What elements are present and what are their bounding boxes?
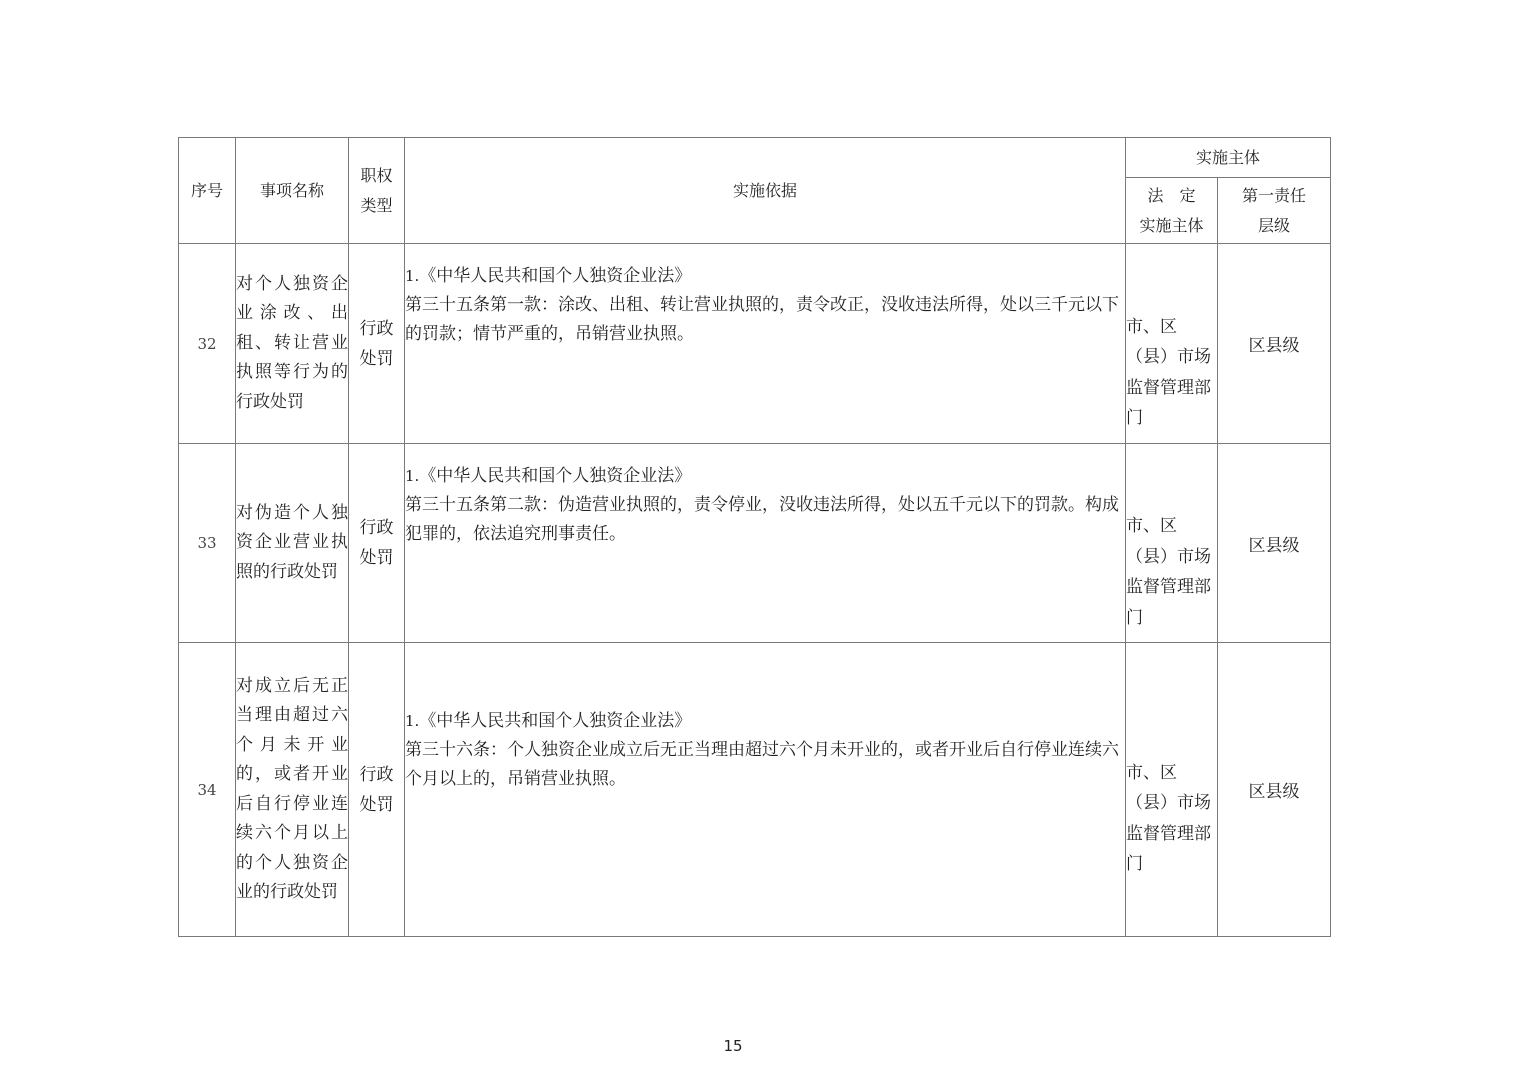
- law-title: 《中华人民共和国个人独资企业法》: [419, 466, 692, 486]
- row-basis-text: 第三十五条第二款：伪造营业执照的，责令停业，没收违法所得，处以五千元以下的罚款。构成犯罪的，依法追究刑事责任。: [405, 495, 1119, 544]
- authority-text: 市、区（县）市场监督管理部门: [1126, 316, 1211, 428]
- row-basis: [405, 643, 1126, 937]
- row-basis-text: 第三十六条：个人独资企业成立后无正当理由超过六个月未开业的，或者开业后自行停业连续六个月以上的，吊销营业执照。: [405, 740, 1119, 789]
- row-law-title: [405, 262, 1125, 291]
- row-type-line2: 处罚: [359, 794, 394, 815]
- table-row: [179, 444, 1331, 643]
- row-legal-authority: [1126, 244, 1218, 444]
- law-title: 《中华人民共和国个人独资企业法》: [419, 266, 692, 286]
- row-basis: [405, 244, 1126, 444]
- table-row: [179, 643, 1331, 937]
- header-legal-line1: 法 定: [1147, 185, 1196, 205]
- row-basis: [405, 444, 1126, 643]
- row-power-type: [349, 444, 405, 643]
- row-item-name: 对个人独资企业涂改、出租、转让营业执照等行为的行政处罚: [236, 244, 349, 444]
- row-type-line1: 行政: [359, 318, 394, 339]
- row-legal-authority: [1126, 643, 1218, 937]
- row-law-title: [405, 462, 1125, 491]
- row-type-line1: 行政: [359, 518, 394, 538]
- row-level: 区县级: [1218, 244, 1331, 444]
- header-legal-subject: [1126, 178, 1218, 244]
- table-row: [179, 244, 1331, 444]
- row-law-title: [405, 707, 1125, 736]
- row-level: 区县级: [1218, 643, 1331, 937]
- row-power-type: [349, 643, 405, 937]
- page-number: 15: [723, 1037, 743, 1055]
- row-type-line2: 处罚: [359, 348, 394, 369]
- law-number: 1.: [405, 267, 420, 285]
- header-basis: 实施依据: [405, 138, 1126, 244]
- header-legal-line2: 实施主体: [1139, 215, 1204, 235]
- row-seq: 34: [179, 643, 236, 937]
- table-header: [179, 138, 1331, 244]
- row-type-line1: 行政: [359, 764, 394, 785]
- enforcement-items-table: [178, 137, 1331, 937]
- authority-text: 市、区（县）市场监督管理部门: [1126, 762, 1211, 874]
- header-subject-group: 实施主体: [1126, 138, 1331, 178]
- header-seq: 序号: [179, 138, 236, 244]
- header-responsibility-level: [1218, 178, 1331, 244]
- row-seq: 33: [179, 444, 236, 643]
- law-number: 1.: [405, 712, 420, 730]
- header-type-line2: 类型: [360, 195, 393, 215]
- law-number: 1.: [405, 467, 420, 485]
- header-type: [349, 138, 405, 244]
- header-type-line1: 职权: [360, 165, 393, 185]
- row-level: 区县级: [1218, 444, 1331, 643]
- law-title: 《中华人民共和国个人独资企业法》: [419, 711, 692, 731]
- row-basis-text: 第三十五条第一款：涂改、出租、转让营业执照的，责令改正，没收违法所得，处以三千元以下的罚款；情节严重的，吊销营业执照。: [405, 295, 1119, 344]
- authority-text: 市、区（县）市场监督管理部门: [1126, 516, 1211, 628]
- row-power-type: [349, 244, 405, 444]
- header-level-line2: 层级: [1258, 215, 1291, 235]
- row-item-name: 对伪造个人独资企业营业执照的行政处罚: [236, 444, 349, 643]
- row-legal-authority: [1126, 444, 1218, 643]
- header-level-line1: 第一责任: [1242, 185, 1307, 205]
- header-name: 事项名称: [236, 138, 349, 244]
- row-seq: 32: [179, 244, 236, 444]
- row-item-name: 对成立后无正当理由超过六个月未开业的，或者开业后自行停业连续六个月以上的个人独资企业的行政处罚: [236, 643, 349, 937]
- row-type-line2: 处罚: [359, 548, 394, 568]
